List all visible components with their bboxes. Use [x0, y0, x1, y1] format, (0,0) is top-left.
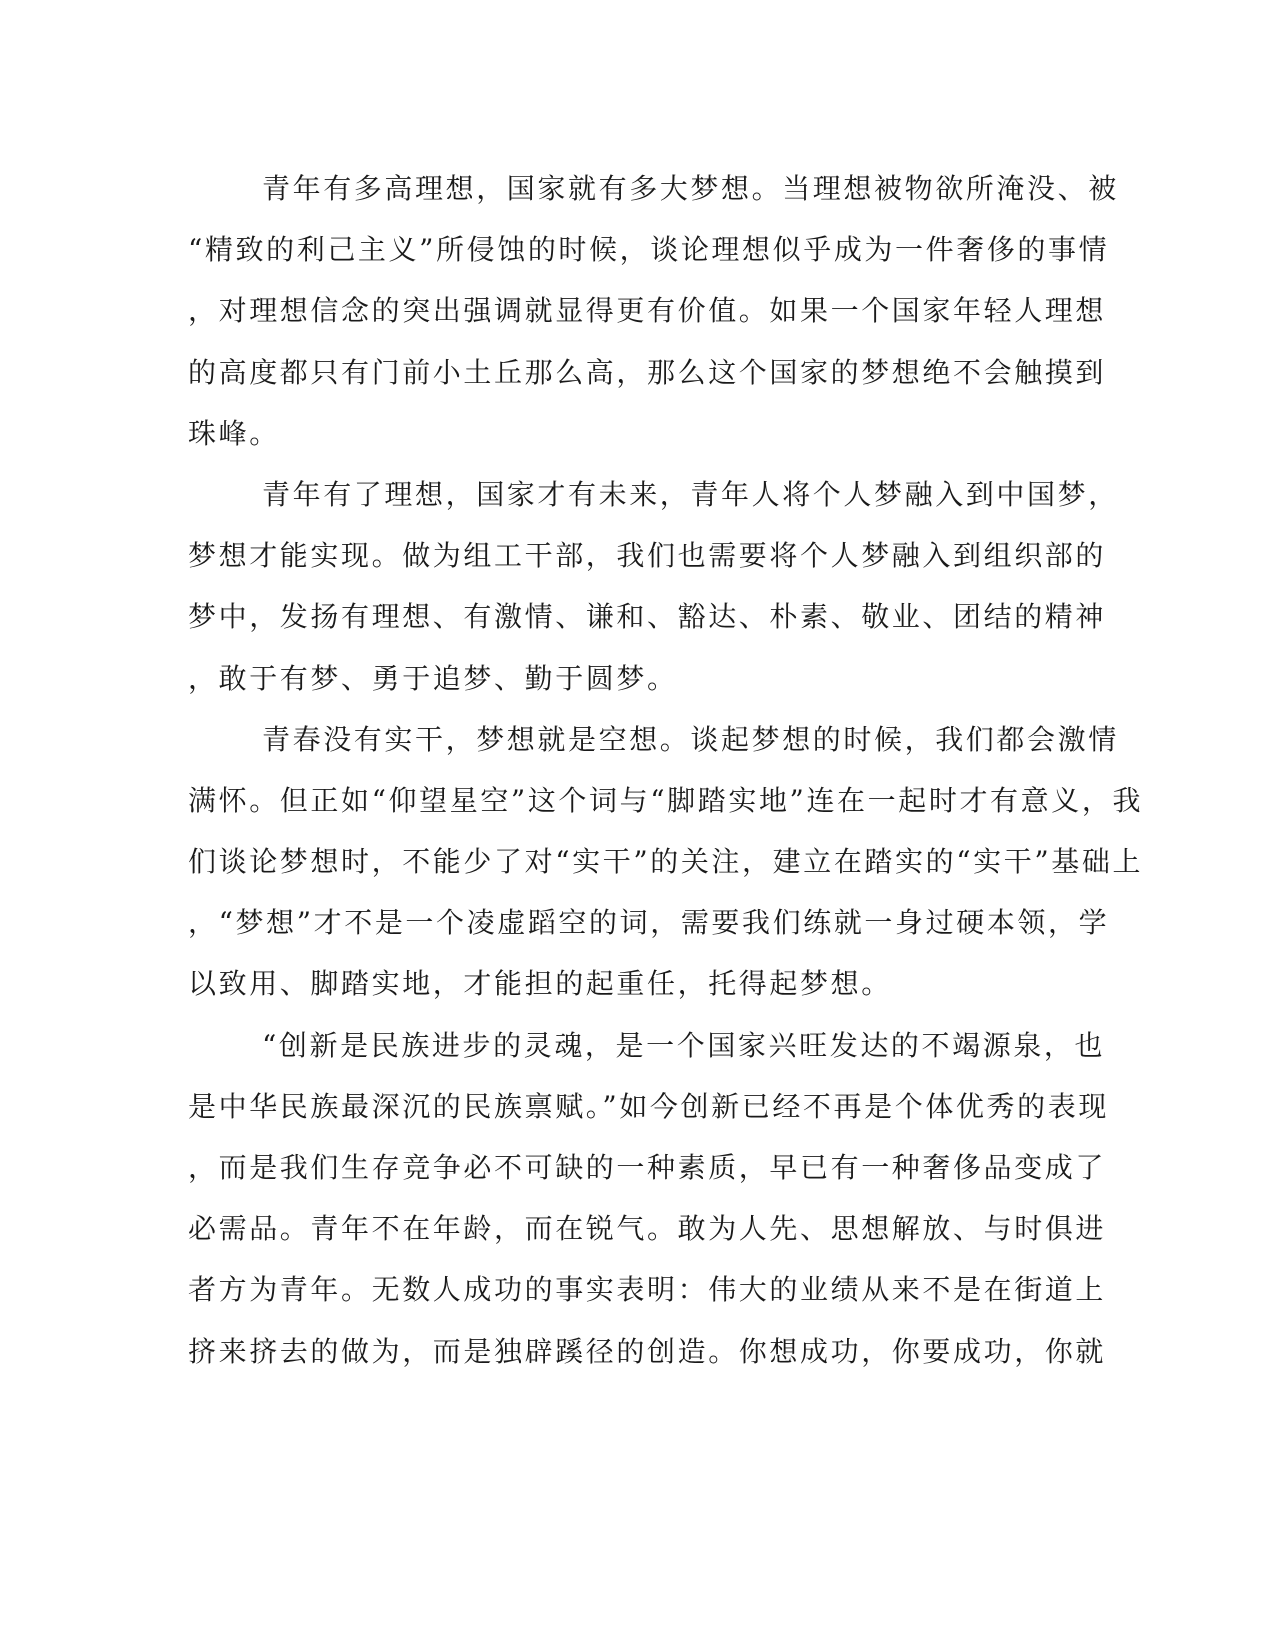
text-line: ，对理想信念的突出强调就显得更有价值。如果一个国家年轻人理想: [188, 294, 1107, 328]
paragraph-1: [188, 158, 1119, 464]
text-line: 们谈论梦想时，不能少了对“实干”的关注，建立在踏实的“实干”基础上: [188, 845, 1144, 879]
text-line: 梦想才能实现。做为组工干部，我们也需要将个人梦融入到组织部的: [188, 539, 1107, 573]
text-line: “精致的利己主义”所侵蚀的时候，谈论理想似乎成为一件奢侈的事情: [188, 233, 1110, 267]
text-line: ，敢于有梦、勇于追梦、勤于圆梦。: [188, 661, 678, 695]
text-line: 珠峰。: [188, 416, 280, 450]
text-line: 青年有了理想，国家才有未来，青年人将个人梦融入到中国梦，: [262, 477, 1119, 511]
paragraph-2: [188, 464, 1119, 709]
text-line: ，而是我们生存竞争必不可缺的一种素质，早已有一种奢侈品变成了: [188, 1151, 1107, 1184]
text-line: 青年有多高理想，国家就有多大梦想。当理想被物欲所淹没、被: [262, 172, 1119, 205]
document-body: [188, 158, 1144, 1382]
text-line: 青春没有实干，梦想就是空想。谈起梦想的时候，我们都会激情: [262, 722, 1119, 756]
text-line: ，“梦想”才不是一个凌虚蹈空的词，需要我们练就一身过硬本领，学: [188, 906, 1110, 940]
text-line: 以致用、脚踏实地，才能担的起重任，托得起梦想。: [188, 967, 892, 1001]
text-line: 挤来挤去的做为，而是独辟蹊径的创造。你想成功，你要成功，你就: [188, 1334, 1107, 1368]
text-line: 梦中，发扬有理想、有激情、谦和、豁达、朴素、敬业、团结的精神: [188, 600, 1107, 634]
text-line: 满怀。但正如“仰望星空”这个词与“脚踏实地”连在一起时才有意义，我: [188, 783, 1144, 817]
text-line: 是中华民族最深沉的民族禀赋。”如今创新已经不再是个体优秀的表现: [188, 1089, 1109, 1123]
text-line: 者方为青年。无数人成功的事实表明：伟大的业绩从来不是在街道上: [188, 1273, 1107, 1307]
paragraph-3: [188, 709, 1144, 1015]
text-line: 的高度都只有门前小土丘那么高，那么这个国家的梦想绝不会触摸到: [188, 355, 1107, 389]
paragraph-4: [188, 1015, 1109, 1382]
text-line: 必需品。青年不在年龄，而在锐气。敢为人先、思想解放、与时俱进: [188, 1212, 1107, 1246]
text-line: “创新是民族进步的灵魂，是一个国家兴旺发达的不竭源泉，也: [262, 1028, 1106, 1062]
